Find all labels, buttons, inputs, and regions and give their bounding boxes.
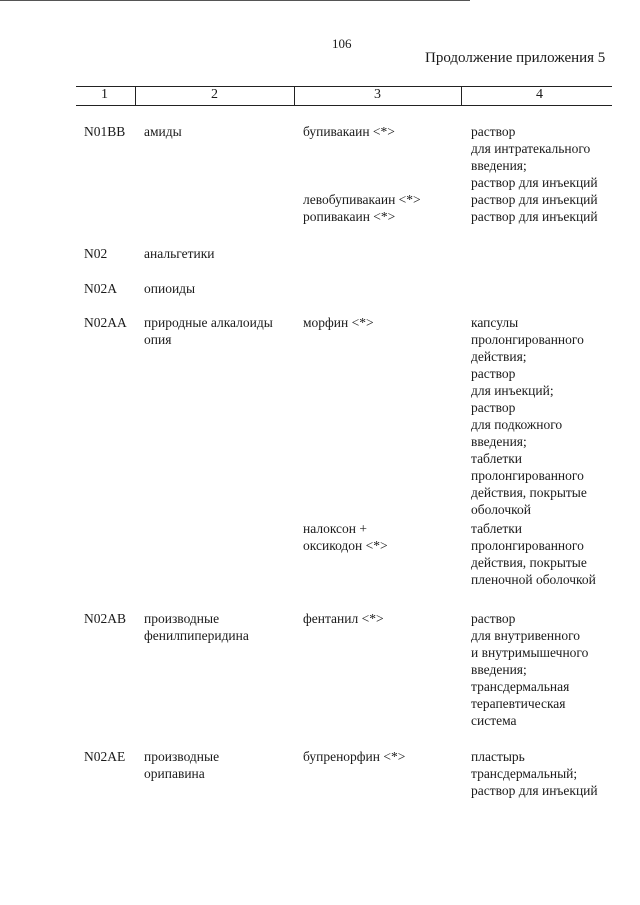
dosage-form: раствор для инъекций <box>471 209 598 224</box>
drug-name: налоксон + оксикодон <*> <box>303 521 388 553</box>
group-name: производные орипавина <box>144 749 220 781</box>
drug-name: морфин <*> <box>303 315 374 330</box>
atc-code: N02 <box>84 246 108 261</box>
group-name: анальгетики <box>144 246 215 261</box>
drug-name: бупивакаин <*> <box>303 124 395 139</box>
drug-name: фентанил <*> <box>303 611 384 626</box>
group-name: производные фенилпиперидина <box>144 611 249 643</box>
header-col-3: 3 <box>374 87 381 102</box>
dosage-form: таблетки пролонгированного действия, покрытые пленочной оболочкой <box>471 521 596 587</box>
dosage-form: раствор для интратекального введения; раствор для инъекций <box>471 124 598 190</box>
group-name: амиды <box>144 124 182 139</box>
header-top-rule <box>76 86 612 87</box>
top-rule <box>0 0 470 1</box>
header-bottom-rule <box>76 105 612 106</box>
column-divider <box>294 86 295 105</box>
header-col-4: 4 <box>536 87 543 102</box>
column-divider <box>135 86 136 105</box>
page-number: 106 <box>332 36 352 51</box>
atc-code: N02AE <box>84 749 126 764</box>
header-col-2: 2 <box>211 87 218 102</box>
drug-name: левобупивакаин <*> <box>303 192 421 207</box>
group-name: опиоиды <box>144 281 196 296</box>
atc-code: N02AA <box>84 315 127 330</box>
atc-code: N02A <box>84 281 117 296</box>
dosage-form: раствор для инъекций <box>471 192 598 207</box>
group-name: природные алкалоиды опия <box>144 315 273 347</box>
drug-name: ропивакаин <*> <box>303 209 396 224</box>
atc-code: N01BB <box>84 124 126 139</box>
drug-name: бупренорфин <*> <box>303 749 406 764</box>
dosage-form: раствор для внутривенного и внутримышечного введения; трансдермальная терапевтическая система <box>471 611 589 728</box>
dosage-form: пластырь трансдермальный; раствор для инъекций <box>471 749 598 798</box>
continuation-title: Продолжение приложения 5 <box>425 50 606 66</box>
dosage-form: капсулы пролонгированного действия; раствор для инъекций; раствор для подкожного введения; таблетки пролонгированного действия, покрытые оболочкой <box>471 315 587 517</box>
column-divider <box>461 86 462 105</box>
header-col-1: 1 <box>101 87 108 102</box>
atc-code: N02AB <box>84 611 127 626</box>
